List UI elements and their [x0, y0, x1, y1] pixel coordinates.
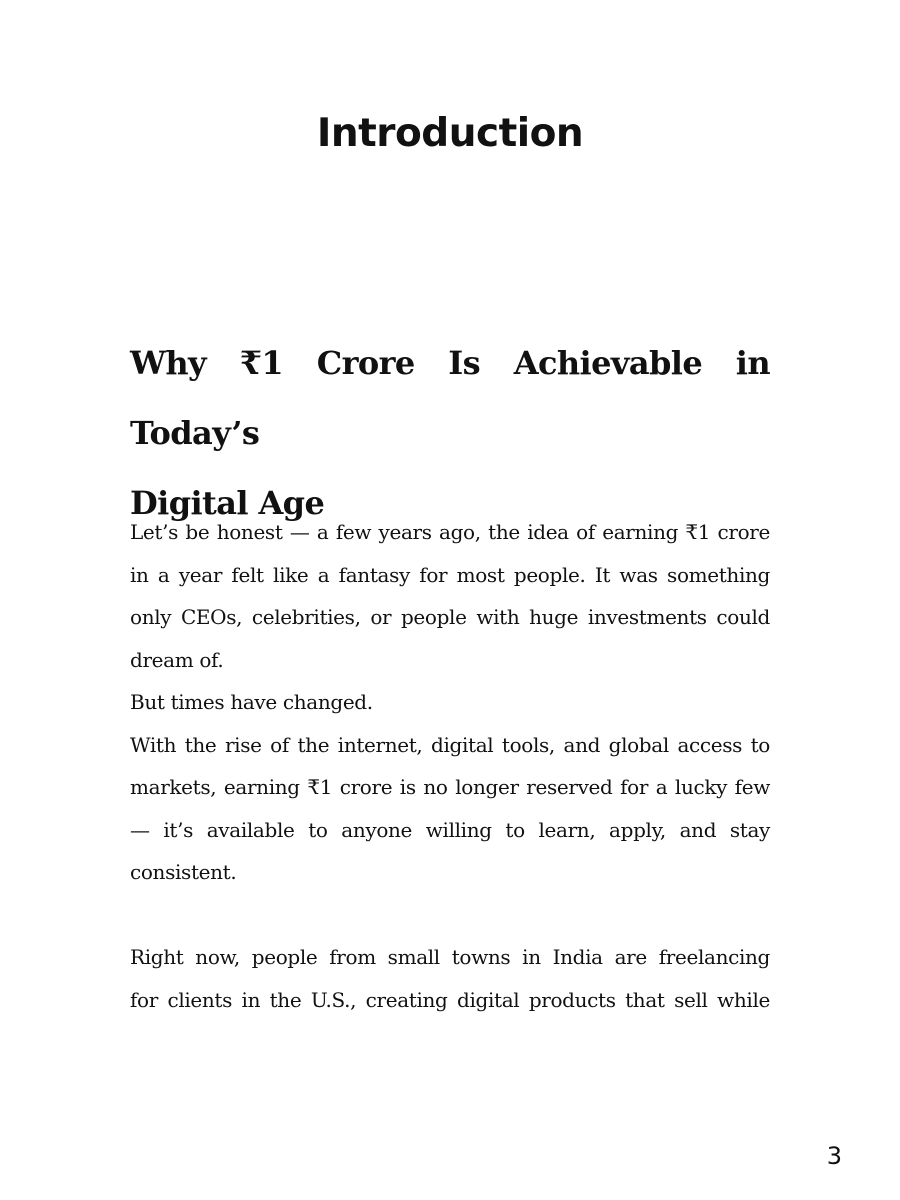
text-line: for clients in the U.S., creating digital products that sell while — [130, 987, 770, 1012]
section-heading — [130, 328, 770, 538]
body-paragraph — [130, 511, 770, 894]
text-line: dream of. — [130, 647, 224, 672]
text-line: in a year felt like a fantasy for most people. It was something — [130, 562, 770, 587]
chapter-title: Introduction — [316, 111, 584, 156]
section-heading-line: Why ₹1 Crore Is Achievable in Today’s — [130, 344, 770, 452]
text-line: only CEOs, celebrities, or people with huge investments could — [130, 605, 770, 629]
body-paragraph — [130, 936, 770, 1021]
text-line: Let’s be honest — a few years ago, the idea of earning ₹1 crore — [130, 520, 770, 544]
text-line: But times have changed. — [130, 690, 373, 714]
text-line: — it’s available to anyone willing to learn, apply, and stay — [130, 817, 770, 842]
text-line: consistent. — [130, 860, 237, 884]
page-number: 3 — [826, 1142, 842, 1170]
text-line: markets, earning ₹1 crore is no longer reserved for a lucky few — [130, 775, 770, 799]
text-line: With the rise of the internet, digital tools, and global access to — [130, 732, 770, 757]
section-heading-line: Digital Age — [130, 484, 325, 522]
text-line: Right now, people from small towns in India are freelancing — [130, 945, 770, 969]
